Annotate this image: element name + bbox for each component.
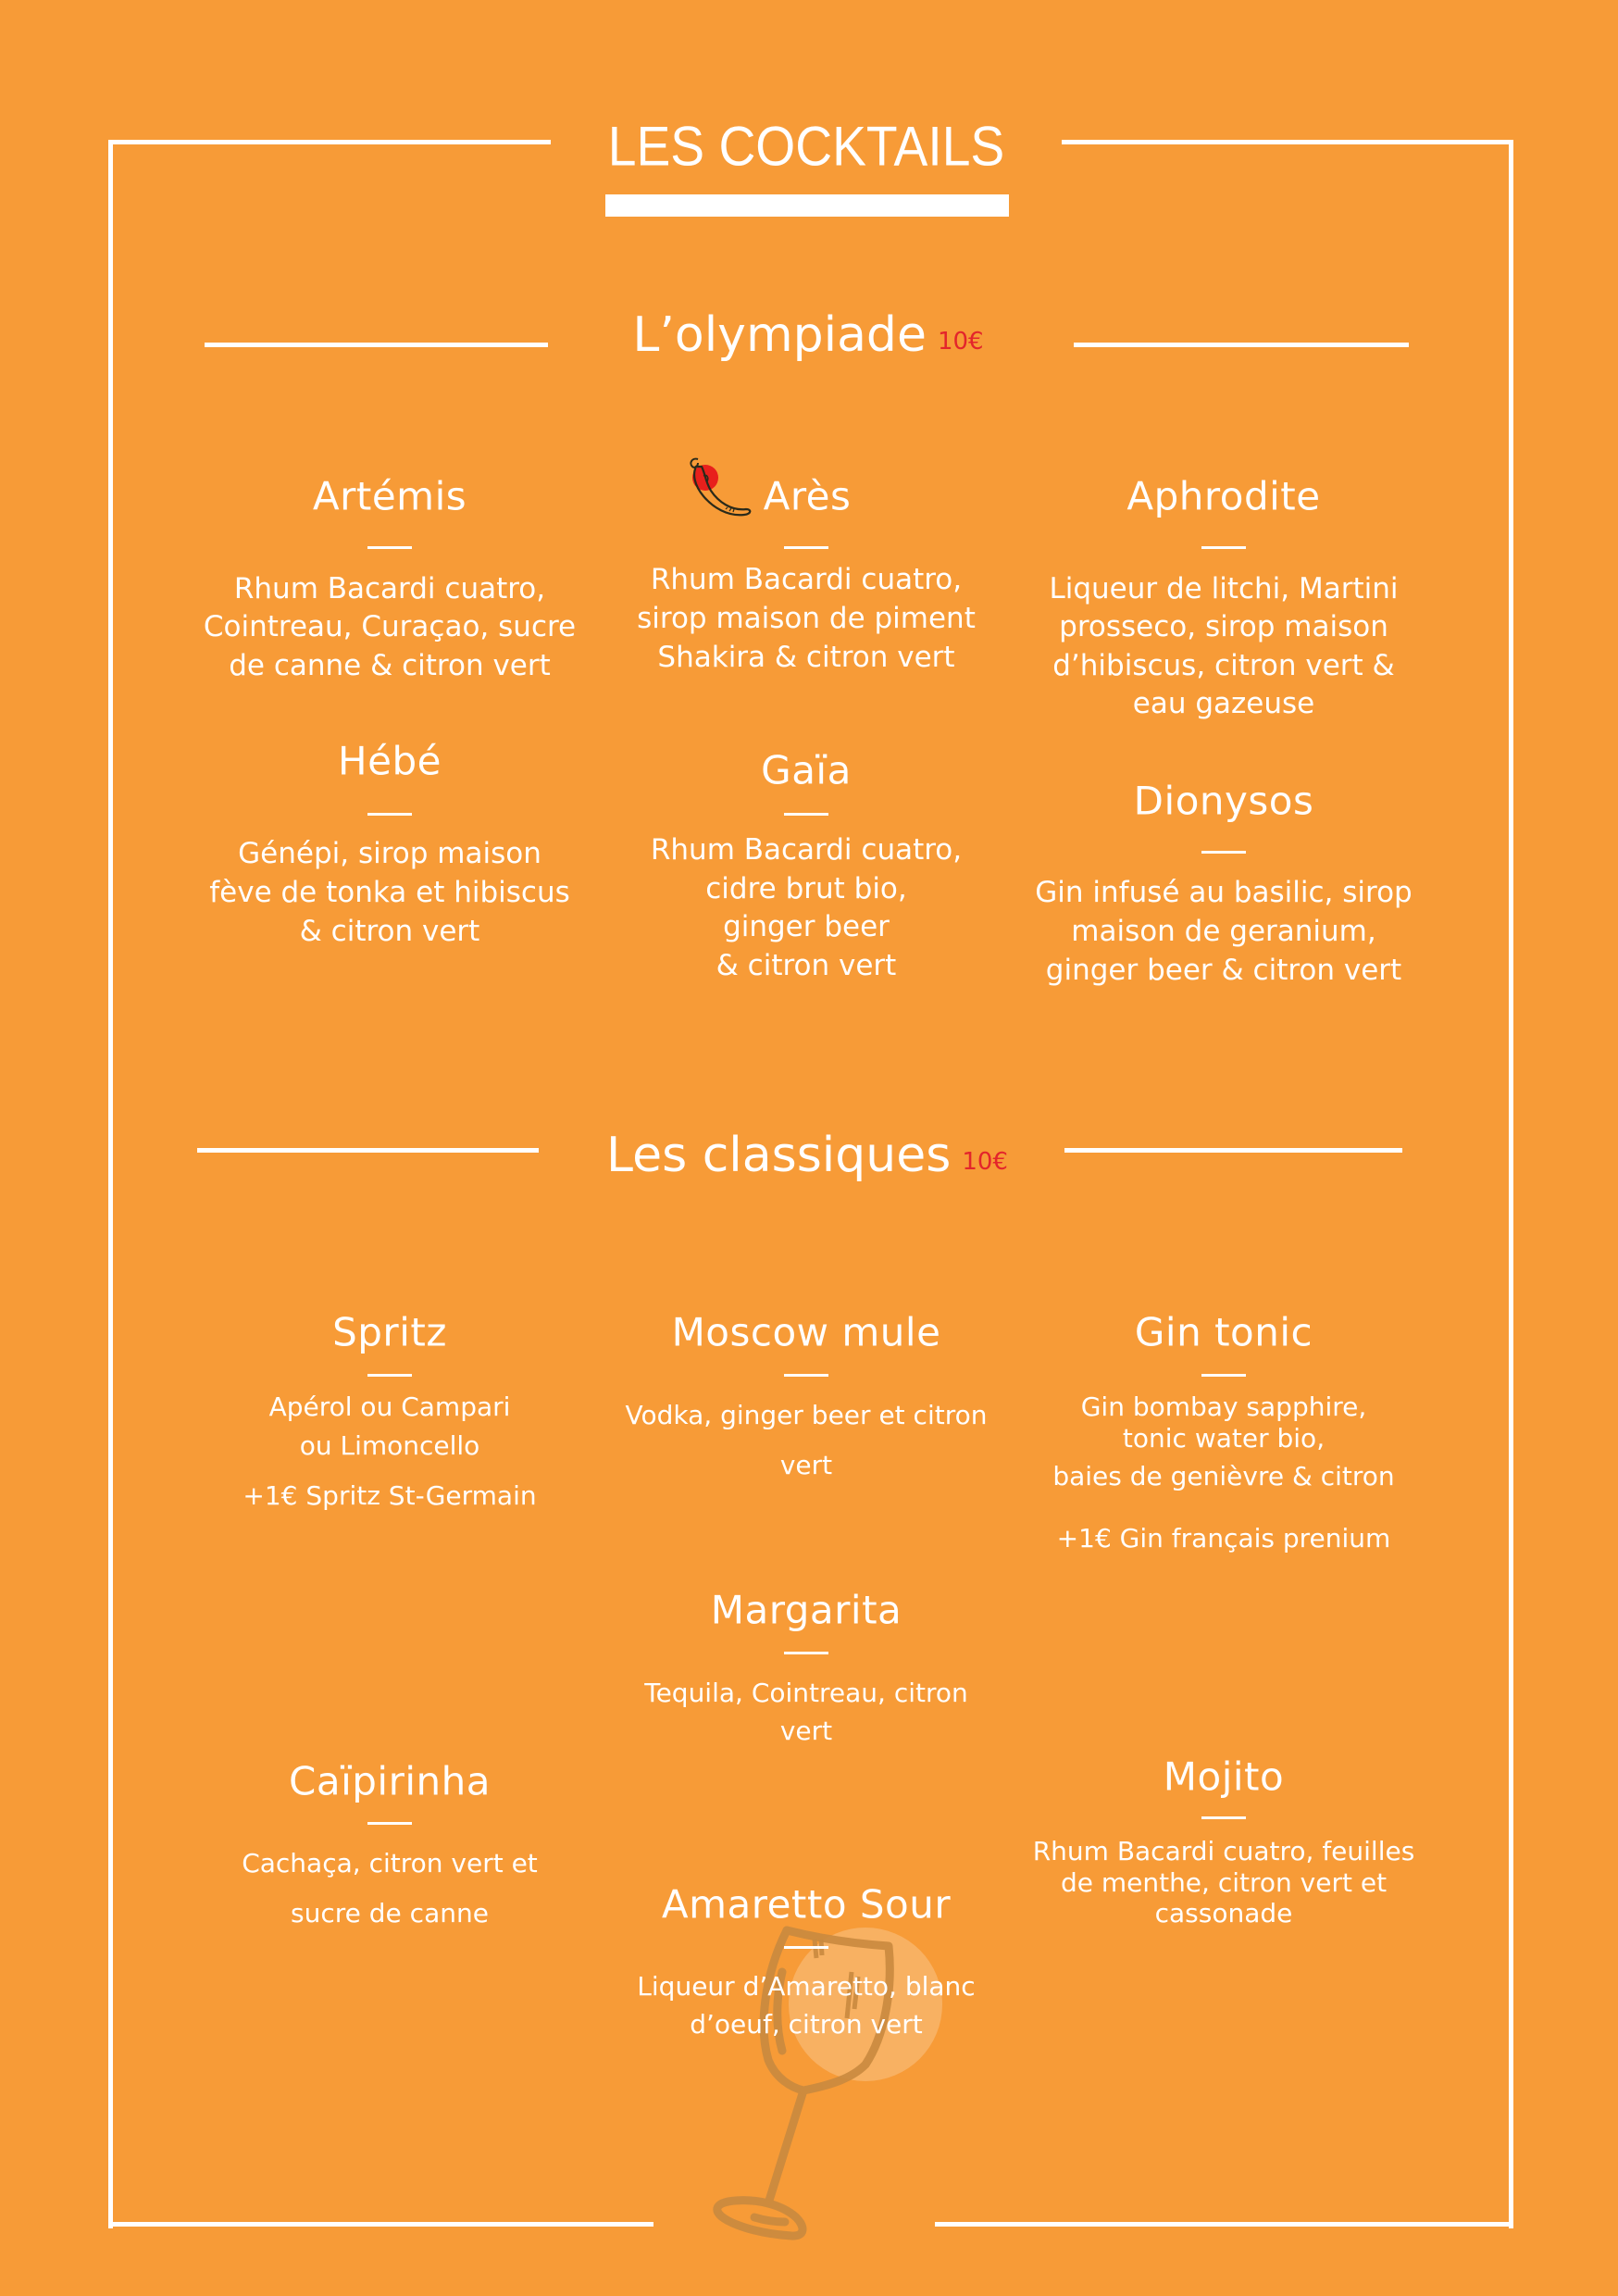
- frame-left: [108, 140, 113, 2228]
- drink-name-spritz: Spritz: [332, 1309, 447, 1355]
- frame-right: [1509, 140, 1513, 2228]
- drink-description-line: Liqueur d’Amaretto, blanc: [637, 1971, 976, 2002]
- frame-bottom-right: [935, 2222, 1513, 2227]
- drink-divider: [367, 1374, 412, 1377]
- drink-description-line: vert: [779, 1450, 833, 1480]
- drink-description-line: de menthe, citron vert et: [1060, 1867, 1388, 1898]
- drink-description-line: ou Limoncello: [299, 1430, 480, 1461]
- drink-description-line: Liqueur de litchi, Martini: [1049, 572, 1399, 605]
- drink-description-line: Génépi, sirop maison: [238, 837, 541, 870]
- drink-extra-option: +1€ Gin français prenium: [1056, 1523, 1391, 1554]
- drink-name-mojito: Mojito: [1163, 1753, 1285, 1800]
- title-underline-bar: [605, 194, 1009, 217]
- drink-extra-option: +1€ Spritz St-Germain: [243, 1480, 537, 1511]
- drink-description-line: ginger beer & citron vert: [1045, 954, 1402, 987]
- drink-name-moscow-mule: Moscow mule: [671, 1309, 941, 1355]
- drink-divider: [1201, 851, 1246, 854]
- section-rule-right: [1064, 1148, 1402, 1153]
- drink-divider: [367, 546, 412, 549]
- drink-description-line: Tequila, Cointreau, citron: [644, 1678, 968, 1708]
- section-rule-left: [205, 343, 548, 347]
- drink-description-line: sucre de canne: [291, 1898, 489, 1928]
- drink-description-line: Gin bombay sapphire,: [1080, 1391, 1367, 1422]
- drink-description-line: Apérol ou Campari: [268, 1391, 511, 1422]
- drink-divider: [784, 1652, 828, 1654]
- drink-description-line: fève de tonka et hibiscus: [209, 876, 570, 909]
- drink-name-amaretto-sour: Amaretto Sour: [661, 1881, 952, 1928]
- drink-description-line: sirop maison de piment: [637, 602, 976, 635]
- drink-name-margarita: Margarita: [710, 1587, 902, 1633]
- drink-description-line: eau gazeuse: [1132, 687, 1315, 720]
- drink-description-line: de canne & citron vert: [229, 649, 551, 682]
- drink-description-line: ginger beer: [723, 910, 890, 943]
- drink-divider: [784, 546, 828, 549]
- drink-description-line: maison de geranium,: [1071, 915, 1376, 948]
- chili-pepper-icon: [683, 454, 755, 524]
- drink-divider: [784, 813, 828, 816]
- drink-description-line: Rhum Bacardi cuatro,: [650, 563, 963, 596]
- drink-description-line: baies de genièvre & citron: [1052, 1461, 1395, 1491]
- drink-description-line: Rhum Bacardi cuatro, feuilles: [1032, 1836, 1415, 1866]
- wine-glass-icon: [666, 1889, 963, 2240]
- section-price: 10€: [937, 328, 984, 356]
- page-title: LES COCKTAILS: [607, 115, 1005, 178]
- drink-name-ares: Arès: [763, 473, 852, 519]
- drink-description-line: Shakira & citron vert: [657, 641, 955, 674]
- drink-description-line: d’hibiscus, citron vert &: [1052, 649, 1395, 682]
- drink-name-caipirinha: Caïpirinha: [289, 1758, 491, 1804]
- drink-description-line: Rhum Bacardi cuatro,: [233, 572, 546, 605]
- drink-description-line: d’oeuf, citron vert: [690, 2009, 923, 2040]
- drink-divider: [367, 1822, 412, 1825]
- drink-description-line: & citron vert: [299, 915, 480, 948]
- drink-name-hebe: Hébé: [338, 738, 442, 784]
- drink-description-line: Gin infusé au basilic, sirop: [1035, 876, 1413, 909]
- drink-description-line: cidre brut bio,: [705, 872, 907, 905]
- drink-name-aphrodite: Aphrodite: [1126, 473, 1321, 519]
- drink-description-line: prosseco, sirop maison: [1059, 610, 1388, 643]
- drink-name-gaia: Gaïa: [761, 747, 852, 793]
- drink-description-line: & citron vert: [716, 949, 897, 982]
- drink-description-line: tonic water bio,: [1122, 1423, 1326, 1454]
- drink-divider: [784, 1946, 828, 1949]
- drink-description-line: cassonade: [1154, 1898, 1293, 1928]
- drink-divider: [1201, 1374, 1246, 1377]
- drink-name-dionysos: Dionysos: [1133, 778, 1314, 824]
- section-title-classiques: [606, 1128, 1008, 1183]
- frame-top-right: [1062, 140, 1513, 144]
- drink-divider: [784, 1374, 828, 1377]
- frame-top-left: [108, 140, 551, 144]
- section-rule-right: [1074, 343, 1409, 347]
- frame-bottom-left: [108, 2222, 653, 2227]
- section-title-text: Les classiques: [606, 1128, 952, 1183]
- section-price: 10€: [962, 1148, 1008, 1176]
- drink-description-line: Vodka, ginger beer et citron: [625, 1400, 988, 1430]
- drink-divider: [367, 813, 412, 816]
- section-rule-left: [197, 1148, 539, 1153]
- section-title-text: L’olympiade: [632, 307, 927, 363]
- drink-divider: [1201, 546, 1246, 549]
- drink-name-artemis: Artémis: [312, 473, 467, 519]
- drink-description-line: Cointreau, Curaçao, sucre: [203, 610, 577, 643]
- drink-description-line: Rhum Bacardi cuatro,: [650, 833, 963, 867]
- drink-name-gin-tonic: Gin tonic: [1134, 1309, 1313, 1355]
- drink-description-line: vert: [779, 1716, 833, 1746]
- drink-divider: [1201, 1816, 1246, 1819]
- section-title-olympiade: [632, 307, 983, 363]
- drink-description-line: Cachaça, citron vert et: [242, 1848, 538, 1878]
